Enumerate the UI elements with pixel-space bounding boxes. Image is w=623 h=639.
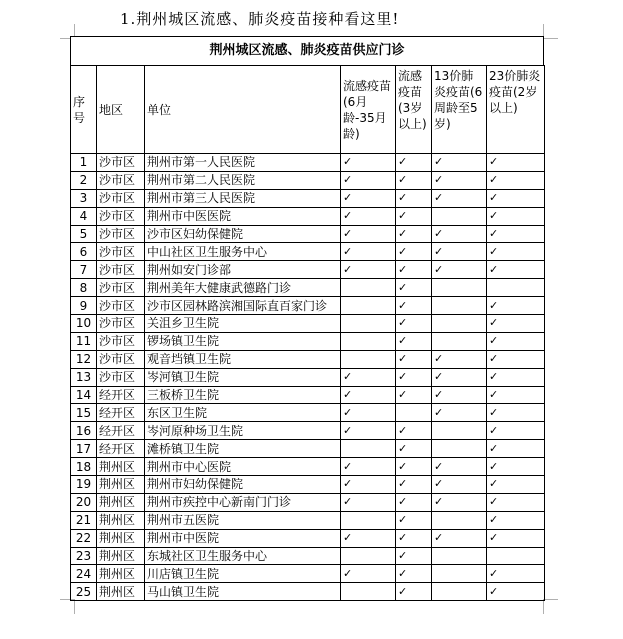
table-row — [71, 511, 545, 529]
empty-cell — [432, 547, 487, 565]
check-mark-icon: ✓ — [341, 243, 396, 261]
header-ppv23: 23价肺炎疫苗(2岁以上) — [487, 66, 545, 154]
check-mark-icon: ✓ — [396, 368, 432, 386]
row-unit: 荆州市中医医院 — [145, 207, 341, 225]
check-mark-icon: ✓ — [487, 368, 545, 386]
check-mark-icon: ✓ — [396, 458, 432, 476]
row-area: 沙市区 — [97, 189, 145, 207]
row-number: 15 — [71, 404, 97, 422]
table-row — [71, 458, 545, 476]
row-number: 21 — [71, 511, 97, 529]
row-unit: 锣场镇卫生院 — [145, 332, 341, 350]
table-row — [71, 171, 545, 189]
check-mark-icon: ✓ — [396, 350, 432, 368]
row-unit: 岑河原种场卫生院 — [145, 422, 341, 440]
row-area: 沙市区 — [97, 350, 145, 368]
row-number: 17 — [71, 440, 97, 458]
check-mark-icon: ✓ — [487, 315, 545, 333]
row-area: 经开区 — [97, 440, 145, 458]
row-area: 沙市区 — [97, 207, 145, 225]
empty-cell — [432, 297, 487, 315]
row-unit: 荆州市第一人民医院 — [145, 154, 341, 172]
check-mark-icon: ✓ — [487, 154, 545, 172]
check-mark-icon: ✓ — [432, 154, 487, 172]
row-unit: 荆州市第二人民医院 — [145, 171, 341, 189]
check-mark-icon: ✓ — [487, 422, 545, 440]
table-row — [71, 476, 545, 494]
row-area: 荆州区 — [97, 547, 145, 565]
check-mark-icon: ✓ — [487, 458, 545, 476]
empty-cell — [341, 332, 396, 350]
row-number: 20 — [71, 493, 97, 511]
check-mark-icon: ✓ — [396, 171, 432, 189]
check-mark-icon: ✓ — [487, 297, 545, 315]
row-number: 5 — [71, 225, 97, 243]
check-mark-icon: ✓ — [432, 458, 487, 476]
row-area: 沙市区 — [97, 315, 145, 333]
check-mark-icon: ✓ — [487, 189, 545, 207]
check-mark-icon: ✓ — [396, 189, 432, 207]
check-mark-icon: ✓ — [432, 189, 487, 207]
page-corner-mark — [543, 24, 558, 39]
header-flu-3y: 流感疫苗(3岁以上) — [396, 66, 432, 154]
check-mark-icon: ✓ — [341, 493, 396, 511]
check-mark-icon: ✓ — [432, 350, 487, 368]
check-mark-icon: ✓ — [341, 476, 396, 494]
table-row — [71, 565, 545, 583]
row-area: 沙市区 — [97, 368, 145, 386]
row-unit: 荆州市疾控中心新南门门诊 — [145, 493, 341, 511]
check-mark-icon: ✓ — [396, 511, 432, 529]
table-row — [71, 189, 545, 207]
document-heading: 1.荆州城区流感、肺炎疫苗接种看这里! — [120, 10, 400, 28]
row-area: 沙市区 — [97, 279, 145, 297]
check-mark-icon: ✓ — [396, 440, 432, 458]
check-mark-icon: ✓ — [396, 529, 432, 547]
row-area: 经开区 — [97, 422, 145, 440]
check-mark-icon: ✓ — [432, 476, 487, 494]
row-unit: 三板桥卫生院 — [145, 386, 341, 404]
row-unit: 东城社区卫生服务中心 — [145, 547, 341, 565]
row-number: 13 — [71, 368, 97, 386]
empty-cell — [432, 207, 487, 225]
check-mark-icon: ✓ — [396, 297, 432, 315]
table-row — [71, 297, 545, 315]
check-mark-icon: ✓ — [341, 261, 396, 279]
row-unit: 马山镇卫生院 — [145, 583, 341, 601]
row-area: 沙市区 — [97, 297, 145, 315]
row-number: 7 — [71, 261, 97, 279]
check-mark-icon: ✓ — [487, 404, 545, 422]
vaccine-clinic-table — [70, 65, 545, 601]
empty-cell — [341, 583, 396, 601]
table-row — [71, 547, 545, 565]
row-number: 11 — [71, 332, 97, 350]
check-mark-icon: ✓ — [341, 404, 396, 422]
row-area: 荆州区 — [97, 583, 145, 601]
check-mark-icon: ✓ — [341, 207, 396, 225]
check-mark-icon: ✓ — [341, 458, 396, 476]
row-area: 沙市区 — [97, 154, 145, 172]
row-area: 沙市区 — [97, 243, 145, 261]
table-row — [71, 332, 545, 350]
empty-cell — [341, 297, 396, 315]
row-number: 22 — [71, 529, 97, 547]
row-number: 18 — [71, 458, 97, 476]
row-number: 24 — [71, 565, 97, 583]
check-mark-icon: ✓ — [432, 368, 487, 386]
table-row — [71, 207, 545, 225]
check-mark-icon: ✓ — [396, 225, 432, 243]
check-mark-icon: ✓ — [487, 511, 545, 529]
row-number: 16 — [71, 422, 97, 440]
empty-cell — [341, 350, 396, 368]
empty-cell — [432, 565, 487, 583]
row-unit: 关沮乡卫生院 — [145, 315, 341, 333]
table-row — [71, 350, 545, 368]
table-row — [71, 440, 545, 458]
row-unit: 滩桥镇卫生院 — [145, 440, 341, 458]
check-mark-icon: ✓ — [396, 332, 432, 350]
check-mark-icon: ✓ — [396, 261, 432, 279]
row-number: 10 — [71, 315, 97, 333]
check-mark-icon: ✓ — [487, 171, 545, 189]
row-number: 2 — [71, 171, 97, 189]
table-row — [71, 243, 545, 261]
table-row — [71, 225, 545, 243]
check-mark-icon: ✓ — [341, 565, 396, 583]
check-mark-icon: ✓ — [487, 261, 545, 279]
row-number: 6 — [71, 243, 97, 261]
row-unit: 东区卫生院 — [145, 404, 341, 422]
check-mark-icon: ✓ — [341, 171, 396, 189]
check-mark-icon: ✓ — [341, 386, 396, 404]
row-number: 19 — [71, 476, 97, 494]
check-mark-icon: ✓ — [396, 547, 432, 565]
check-mark-icon: ✓ — [432, 243, 487, 261]
check-mark-icon: ✓ — [432, 386, 487, 404]
empty-cell — [432, 422, 487, 440]
header-pcv13: 13价肺炎疫苗(6周龄至5岁) — [432, 66, 487, 154]
row-number: 8 — [71, 279, 97, 297]
check-mark-icon: ✓ — [396, 315, 432, 333]
row-area: 沙市区 — [97, 332, 145, 350]
table-row — [71, 404, 545, 422]
empty-cell — [432, 279, 487, 297]
row-number: 1 — [71, 154, 97, 172]
empty-cell — [341, 315, 396, 333]
empty-cell — [432, 511, 487, 529]
check-mark-icon: ✓ — [341, 529, 396, 547]
row-number: 12 — [71, 350, 97, 368]
row-unit: 川店镇卫生院 — [145, 565, 341, 583]
row-number: 9 — [71, 297, 97, 315]
check-mark-icon: ✓ — [487, 350, 545, 368]
empty-cell — [432, 583, 487, 601]
check-mark-icon: ✓ — [396, 207, 432, 225]
table-row — [71, 386, 545, 404]
check-mark-icon: ✓ — [487, 243, 545, 261]
check-mark-icon: ✓ — [432, 171, 487, 189]
check-mark-icon: ✓ — [396, 386, 432, 404]
empty-cell — [487, 279, 545, 297]
table-row — [71, 368, 545, 386]
table-row — [71, 529, 545, 547]
check-mark-icon: ✓ — [432, 261, 487, 279]
empty-cell — [341, 440, 396, 458]
row-area: 荆州区 — [97, 476, 145, 494]
table-title: 荆州城区流感、肺炎疫苗供应门诊 — [70, 36, 544, 66]
row-unit: 荆州市中心医院 — [145, 458, 341, 476]
row-area: 沙市区 — [97, 261, 145, 279]
check-mark-icon: ✓ — [487, 386, 545, 404]
row-number: 14 — [71, 386, 97, 404]
row-area: 经开区 — [97, 386, 145, 404]
check-mark-icon: ✓ — [487, 225, 545, 243]
check-mark-icon: ✓ — [341, 189, 396, 207]
row-unit: 岑河镇卫生院 — [145, 368, 341, 386]
check-mark-icon: ✓ — [396, 493, 432, 511]
check-mark-icon: ✓ — [341, 422, 396, 440]
row-unit: 荆州市五医院 — [145, 511, 341, 529]
empty-cell — [396, 404, 432, 422]
empty-cell — [341, 511, 396, 529]
check-mark-icon: ✓ — [487, 440, 545, 458]
row-area: 荆州区 — [97, 529, 145, 547]
check-mark-icon: ✓ — [487, 565, 545, 583]
row-area: 经开区 — [97, 404, 145, 422]
check-mark-icon: ✓ — [487, 583, 545, 601]
header-unit: 单位 — [145, 66, 341, 154]
table-row — [71, 154, 545, 172]
table-body — [71, 154, 545, 601]
empty-cell — [432, 315, 487, 333]
row-number: 23 — [71, 547, 97, 565]
row-area: 荆州区 — [97, 493, 145, 511]
table-row — [71, 261, 545, 279]
row-area: 沙市区 — [97, 171, 145, 189]
row-area: 荆州区 — [97, 565, 145, 583]
table-row — [71, 422, 545, 440]
empty-cell — [432, 440, 487, 458]
row-number: 4 — [71, 207, 97, 225]
check-mark-icon: ✓ — [432, 529, 487, 547]
check-mark-icon: ✓ — [341, 154, 396, 172]
check-mark-icon: ✓ — [396, 422, 432, 440]
row-area: 沙市区 — [97, 225, 145, 243]
check-mark-icon: ✓ — [396, 154, 432, 172]
row-unit: 荆州市第三人民医院 — [145, 189, 341, 207]
check-mark-icon: ✓ — [396, 243, 432, 261]
check-mark-icon: ✓ — [396, 583, 432, 601]
row-unit: 荆州市妇幼保健院 — [145, 476, 341, 494]
empty-cell — [341, 279, 396, 297]
check-mark-icon: ✓ — [341, 368, 396, 386]
page-corner-mark — [543, 599, 558, 614]
check-mark-icon: ✓ — [396, 279, 432, 297]
row-area: 荆州区 — [97, 458, 145, 476]
empty-cell — [341, 547, 396, 565]
empty-cell — [432, 332, 487, 350]
row-unit: 荆州如安门诊部 — [145, 261, 341, 279]
row-unit: 中山社区卫生服务中心 — [145, 243, 341, 261]
check-mark-icon: ✓ — [396, 565, 432, 583]
check-mark-icon: ✓ — [487, 332, 545, 350]
check-mark-icon: ✓ — [487, 529, 545, 547]
table-row — [71, 583, 545, 601]
table-row — [71, 493, 545, 511]
row-unit: 观音垱镇卫生院 — [145, 350, 341, 368]
check-mark-icon: ✓ — [341, 225, 396, 243]
row-area: 荆州区 — [97, 511, 145, 529]
check-mark-icon: ✓ — [432, 493, 487, 511]
row-unit: 沙市区妇幼保健院 — [145, 225, 341, 243]
check-mark-icon: ✓ — [487, 476, 545, 494]
header-no: 序号 — [71, 66, 97, 154]
check-mark-icon: ✓ — [432, 225, 487, 243]
table-row — [71, 279, 545, 297]
row-unit: 沙市区园林路滨湘国际直百家门诊 — [145, 297, 341, 315]
check-mark-icon: ✓ — [487, 207, 545, 225]
table-row — [71, 315, 545, 333]
check-mark-icon: ✓ — [487, 493, 545, 511]
row-unit: 荆州美年大健康武德路门诊 — [145, 279, 341, 297]
header-flu-6m-35m: 流感疫苗(6月龄-35月龄) — [341, 66, 396, 154]
table-header-row — [71, 66, 545, 154]
row-unit: 荆州市中医院 — [145, 529, 341, 547]
header-area: 地区 — [97, 66, 145, 154]
check-mark-icon: ✓ — [432, 404, 487, 422]
check-mark-icon: ✓ — [396, 476, 432, 494]
empty-cell — [487, 547, 545, 565]
row-number: 25 — [71, 583, 97, 601]
row-number: 3 — [71, 189, 97, 207]
